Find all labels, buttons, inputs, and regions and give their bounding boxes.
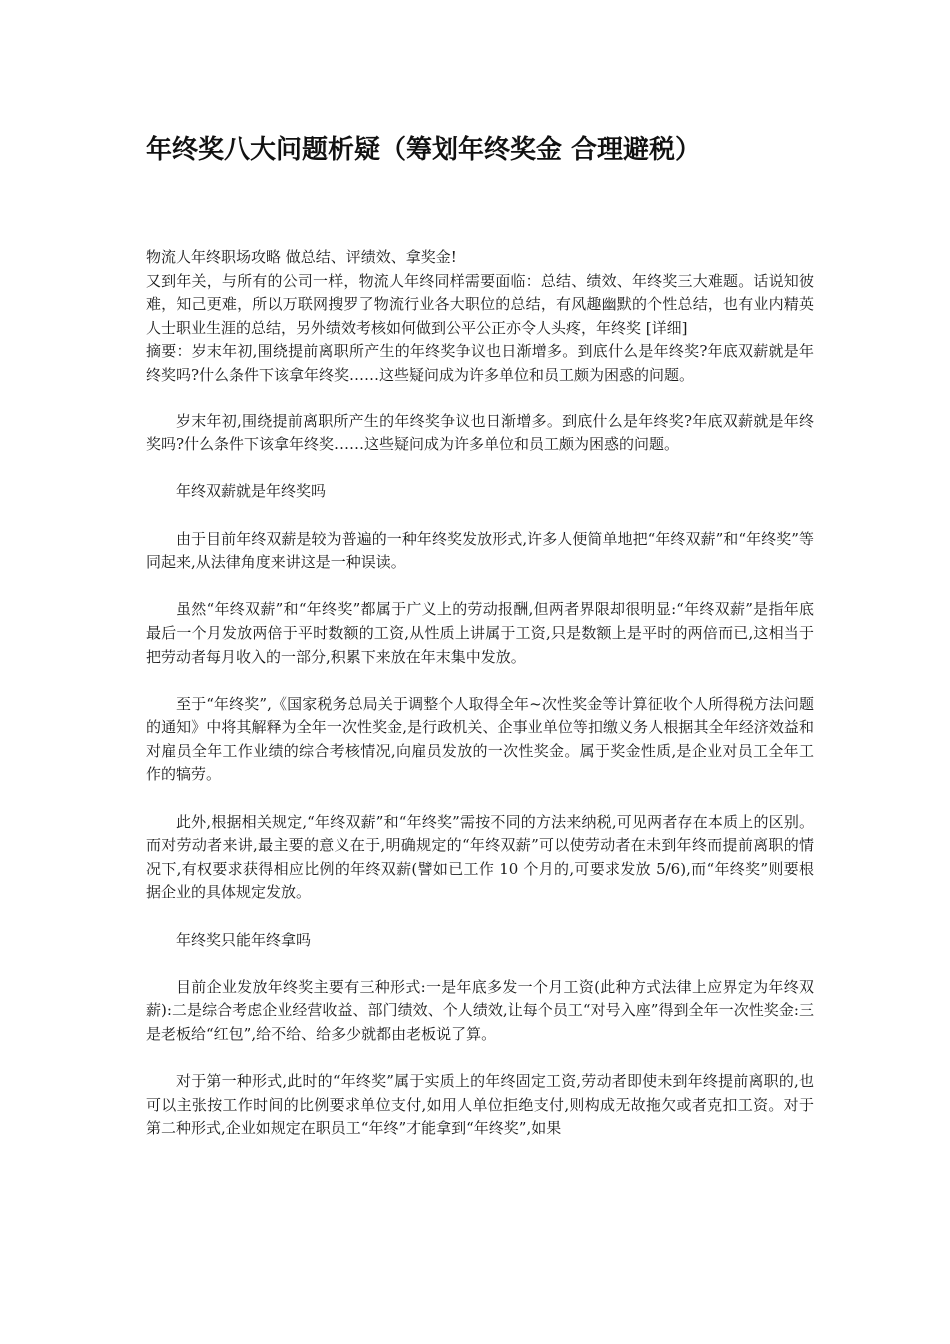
paragraph: 对于第一种形式,此时的“年终奖”属于实质上的年终固定工资,劳动者即使未到年终提前离职的,也可以主张按工作时间的比例要求单位支付,如用人单位拒绝支付,则构成无故拖欠或者克扣工资。对于第二种形式,企业如规定在职员工“年终”才能拿到“年终奖”,如果 <box>146 1072 814 1138</box>
paragraph: 虽然“年终双薪”和“年终奖”都属于广义上的劳动报酬,但两者界限却很明显:“年终双薪”是指年底最后一个月发放两倍于平时数额的工资,从性质上讲属于工资,只是数额上是平时的两倍而已,这相当于把劳动者每月收入的一部分,积累下来放在年末集中发放。 <box>146 600 814 666</box>
section-heading: 年终奖只能年终拿吗 <box>176 930 312 949</box>
document-body <box>146 246 814 1141</box>
intro-text: 又到年关，与所有的公司一样，物流人年终同样需要面临：总结、绩效、年终奖三大难题。话说知彼难，知己更难，所以万联网搜罗了物流行业各大职位的总结，有风趣幽默的个性总结，也有业内精英人士职业生涯的总结，另外绩效考核如何做到公平公正亦令人头疼，年终奖 [详细] <box>146 271 814 337</box>
paragraph: 至于“年终奖”,《国家税务总局关于调整个人取得全年~次性奖金等计算征收个人所得税方法问题的通知》中将其解释为全年一次性奖金,是行政机关、企事业单位等扣缴义务人根据其全年经济效益和对雇员全年工作业绩的综合考核情况,向雇员发放的一次性奖金。属于奖金性质,是企业对员工全年工作的犒劳。 <box>146 694 814 784</box>
paragraph: 目前企业发放年终奖主要有三种形式:一是年底多发一个月工资(此种方式法律上应界定为年终双薪):二是综合考虑企业经营收益、部门绩效、个人绩效,让每个员工“对号入座”得到全年一次性奖金:三是老板给“红包”,给不给、给多少就都由老板说了算。 <box>146 977 814 1043</box>
paragraph: 此外,根据相关规定,“年终双薪”和“年终奖”需按不同的方法来纳税,可见两者存在本质上的区别。而对劳动者来讲,最主要的意义在于,明确规定的“年终双薪”可以使劳动者在未到年终而提前离职的情况下,有权要求获得相应比例的年终双薪(譬如已工作 10 个月的,可要求发放 5/6),而“年终奖”则要根据企业的具体规定发放。 <box>146 812 814 902</box>
intro-heading: 物流人年终职场攻略 做总结、评绩效、拿奖金! <box>146 248 457 266</box>
document-title: 年终奖八大问题析疑（筹划年终奖金 合理避税） <box>146 135 702 165</box>
paragraph: 岁末年初,围绕提前离职所产生的年终奖争议也日渐增多。到底什么是年终奖?年底双薪就是年终奖吗?什么条件下该拿年终奖……这些疑问成为许多单位和员工颇为困惑的问题。 <box>146 411 814 454</box>
abstract: 摘要：岁末年初,围绕提前离职所产生的年终奖争议也日渐增多。到底什么是年终奖?年底双薪就是年终奖吗?什么条件下该拿年终奖……这些疑问成为许多单位和员工颇为困惑的问题。 <box>146 342 814 384</box>
section-heading: 年终双薪就是年终奖吗 <box>176 482 327 501</box>
paragraph: 由于目前年终双薪是较为普遍的一种年终奖发放形式,许多人便简单地把“年终双薪”和“年终奖”等同起来,从法律角度来讲这是一种误读。 <box>146 529 814 572</box>
